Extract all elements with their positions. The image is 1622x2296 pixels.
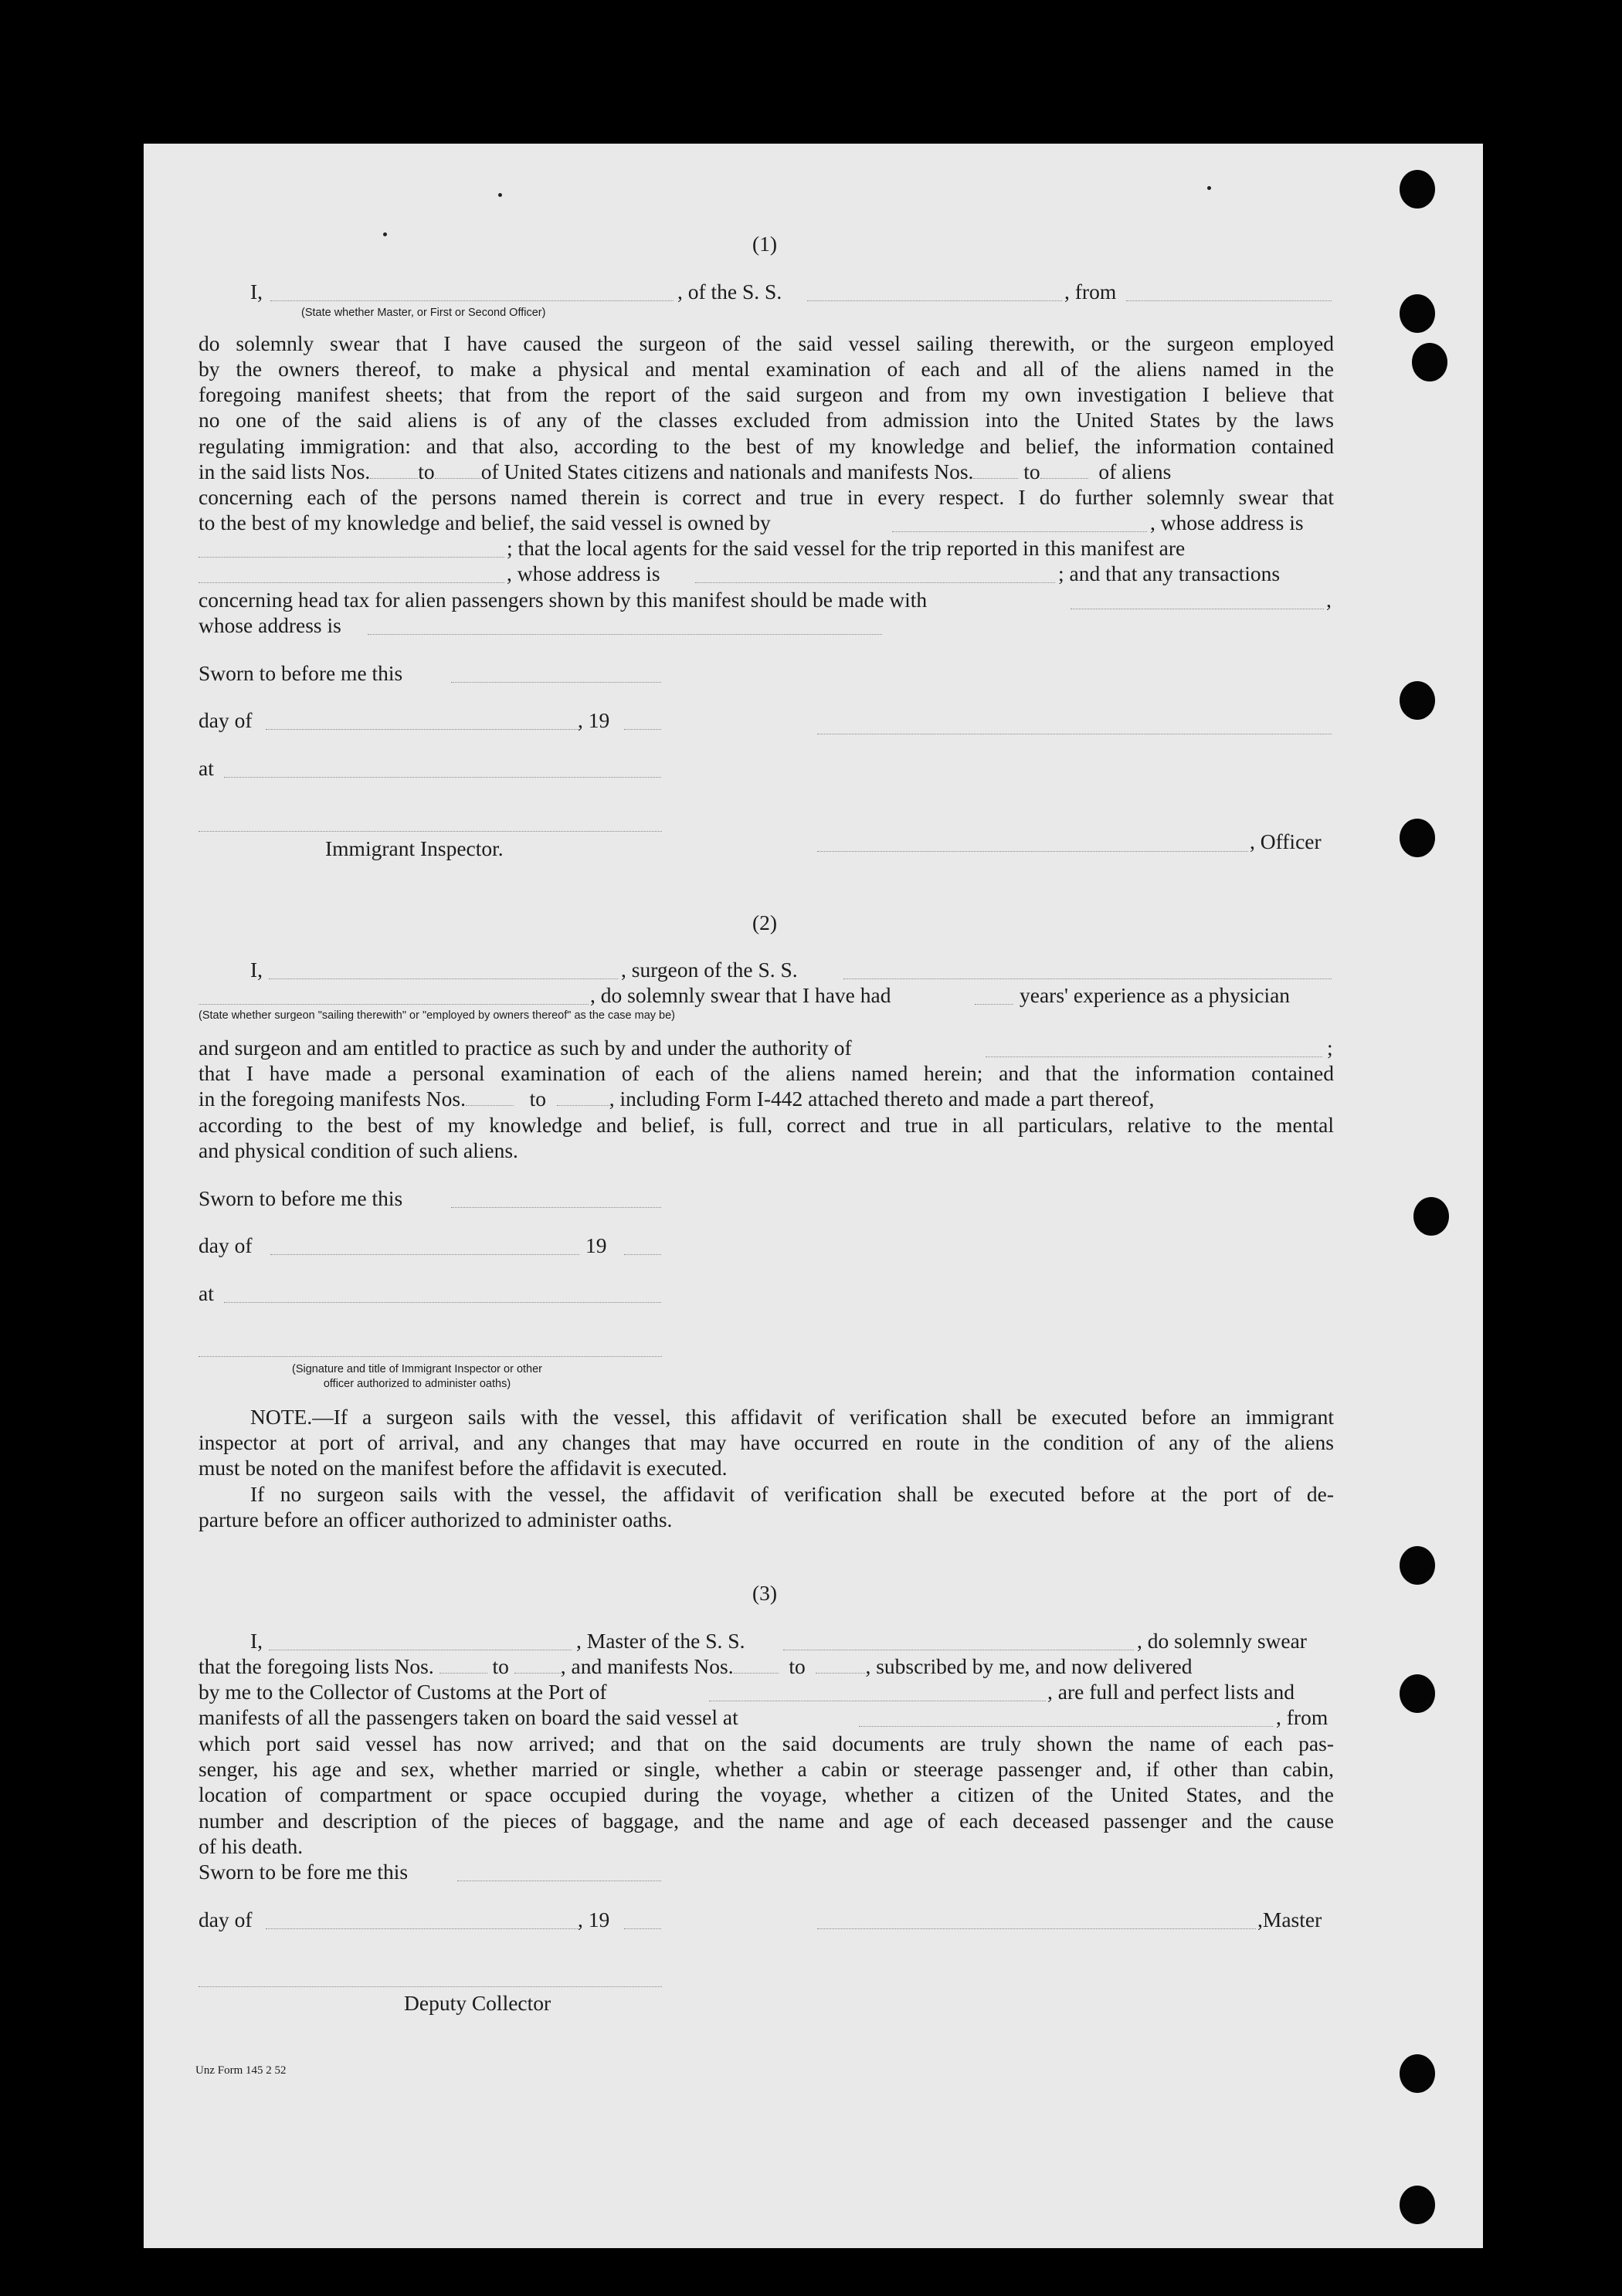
binder-hole xyxy=(1400,294,1435,333)
text-line: location of compartment or space occupied during the voyage, whether a citizen of the United States, and the xyxy=(199,1782,1334,1806)
note-line: NOTE.—If a surgeon sails with the vessel, this affidavit of verification shall be executed before an immigrant xyxy=(250,1405,1334,1429)
caption: (State whether Master, or First or Second Officer) xyxy=(301,307,546,319)
speck xyxy=(498,193,502,197)
binder-hole xyxy=(1400,681,1435,720)
section-number: (1) xyxy=(752,232,778,256)
blank-field[interactable] xyxy=(624,1254,661,1255)
signature-line[interactable] xyxy=(817,851,1248,852)
binder-hole xyxy=(1400,1546,1435,1585)
blank-field[interactable] xyxy=(266,729,579,730)
binder-hole xyxy=(1400,2186,1435,2224)
blank-field[interactable] xyxy=(451,682,661,683)
blank-field[interactable] xyxy=(1040,461,1088,479)
text-line: and physical condition of such aliens. xyxy=(199,1138,518,1162)
text-line: number and description of the pieces of baggage, and the name and age of each deceased passenger and the cause xyxy=(199,1809,1334,1833)
text-line: whose address is xyxy=(199,613,341,637)
blank-field[interactable] xyxy=(695,582,1055,583)
blank-field[interactable] xyxy=(859,1726,1273,1727)
binder-hole xyxy=(1400,1674,1435,1713)
text-line: regulating immigration: and that also, according to the best of my knowledge and belief, the information contained xyxy=(199,434,1334,458)
text-line: do solemnly swear that I have caused the surgeon of the said vessel sailing therewith, or the surgeon employed xyxy=(199,331,1334,355)
text: in the said lists Nos. xyxy=(199,460,371,483)
text-line: ; xyxy=(1327,1036,1333,1060)
text-line: Sworn to before me this xyxy=(199,1186,403,1210)
blank-field[interactable] xyxy=(1126,300,1332,301)
section-number: (2) xyxy=(752,911,778,934)
blank-field[interactable] xyxy=(435,461,481,479)
text-line: day of xyxy=(199,708,253,732)
blank-field[interactable] xyxy=(451,1207,661,1208)
text-line: I, xyxy=(250,1629,263,1653)
signature-line[interactable] xyxy=(199,1356,662,1357)
text-line: at xyxy=(199,756,214,780)
text-line: , from xyxy=(1276,1705,1328,1729)
blank-field[interactable] xyxy=(843,978,1332,979)
form-number: Unz Form 145 2 52 xyxy=(195,2064,287,2077)
text-line: , are full and perfect lists and xyxy=(1047,1680,1295,1704)
binder-hole xyxy=(1412,343,1447,382)
text-line: foregoing manifest sheets; that from the report of the said surgeon and from my own investigation I believe that xyxy=(199,382,1334,406)
blank-field[interactable] xyxy=(514,1656,561,1674)
text: , and manifests Nos. xyxy=(560,1654,734,1678)
text-line: ; that the local agents for the said vessel for the trip reported in this manifest are xyxy=(507,536,1186,560)
blank-field[interactable] xyxy=(557,1088,609,1106)
text: to xyxy=(1023,460,1040,483)
binder-hole xyxy=(1400,819,1435,857)
text: to xyxy=(492,1654,509,1678)
blank-field[interactable] xyxy=(199,582,504,583)
text-line: years' experience as a physician xyxy=(1020,983,1291,1007)
caption: officer authorized to administer oaths) xyxy=(323,1378,511,1390)
text: , subscribed by me, and now delivered xyxy=(865,1654,1193,1678)
text-line: I, xyxy=(250,958,263,982)
text-line: , of the S. S. xyxy=(677,280,782,304)
caption: (Signature and title of Immigrant Inspector or other xyxy=(292,1363,542,1375)
text-line: of his death. xyxy=(199,1834,304,1858)
signature-line[interactable] xyxy=(817,1928,1256,1929)
text-line: , from xyxy=(1064,280,1117,304)
blank-field[interactable] xyxy=(807,300,1062,301)
blank-field[interactable] xyxy=(624,1928,661,1929)
text: of aliens xyxy=(1098,460,1172,483)
text-line: day of xyxy=(199,1233,253,1257)
text-line: according to the best of my knowledge and belief, is full, correct and true in all particulars, relative to the mental xyxy=(199,1113,1334,1137)
blank-field[interactable] xyxy=(973,461,1018,479)
blank-field[interactable] xyxy=(986,1056,1322,1057)
speck xyxy=(383,232,387,236)
blank-field[interactable] xyxy=(199,1004,589,1005)
blank-field[interactable] xyxy=(816,1656,865,1674)
text-line: by me to the Collector of Customs at the Port of xyxy=(199,1680,607,1704)
text-line: , whose address is xyxy=(1150,510,1304,534)
text-line: , 19 xyxy=(578,1908,610,1931)
binder-hole xyxy=(1413,1197,1449,1236)
text-line: concerning each of the persons named therein is correct and true in every respect. I do further solemnly swear that xyxy=(199,485,1334,509)
text-line: no one of the said aliens is of any of the classes excluded from admission into the United States by the laws xyxy=(199,408,1334,432)
text-line: , xyxy=(1326,588,1332,612)
text-line: Sworn to be fore me this xyxy=(199,1860,409,1884)
blank-field[interactable] xyxy=(734,1656,779,1674)
signature-line[interactable] xyxy=(199,831,662,832)
text-line: , do solemnly swear that I have had xyxy=(590,983,891,1007)
blank-field[interactable] xyxy=(199,557,504,558)
blank-field[interactable] xyxy=(224,1302,661,1303)
text-line xyxy=(199,1653,1334,1679)
text-line: and surgeon and am entitled to practice as such by and under the authority of xyxy=(199,1036,852,1060)
text-line xyxy=(199,1086,1334,1111)
blank-field[interactable] xyxy=(270,1254,579,1255)
blank-field[interactable] xyxy=(892,531,1147,532)
binder-hole xyxy=(1400,170,1435,209)
note-line: must be noted on the manifest before the affidavit is executed. xyxy=(199,1456,728,1480)
text-line: 19 xyxy=(585,1233,607,1257)
text-line: which port said vessel has now arrived; and that on the said documents are truly shown the name of each pas- xyxy=(199,1731,1334,1755)
text-line: ; and that any transactions xyxy=(1058,561,1281,585)
blank-field[interactable] xyxy=(266,1928,579,1929)
text-line: , do solemnly swear xyxy=(1137,1629,1307,1653)
text-line: that I have made a personal examination of each of the aliens named herein; and that the information contained xyxy=(199,1061,1334,1085)
note-line: If no surgeon sails with the vessel, the affidavit of verification shall be executed before at the port of de- xyxy=(250,1482,1334,1506)
note-line: parture before an officer authorized to administer oaths. xyxy=(199,1507,673,1531)
text: to xyxy=(418,460,435,483)
text-line: to the best of my knowledge and belief, the said vessel is owned by xyxy=(199,510,771,534)
text-line: day of xyxy=(199,1908,253,1931)
caption: (State whether surgeon "sailing therewith" or "employed by owners thereof" as the case may be) xyxy=(199,1009,676,1022)
text: to xyxy=(529,1087,546,1111)
text: to xyxy=(789,1654,806,1678)
text: that the foregoing lists Nos. xyxy=(199,1654,434,1678)
text-line: I, xyxy=(250,280,263,304)
blank-field[interactable] xyxy=(368,634,882,635)
text-line: , Master of the S. S. xyxy=(576,1629,745,1653)
text-line: at xyxy=(199,1281,214,1305)
text: of United States citizens and nationals and manifests Nos. xyxy=(480,460,974,483)
text-line: by the owners thereof, to make a physical and mental examination of each and all of the aliens named in the xyxy=(199,357,1334,381)
blank-field[interactable] xyxy=(270,300,674,301)
text-line: Deputy Collector xyxy=(404,1991,551,2015)
signature-line[interactable] xyxy=(199,1986,662,1987)
text-line: , surgeon of the S. S. xyxy=(621,958,798,982)
blank-field[interactable] xyxy=(466,1088,514,1106)
speck xyxy=(1207,186,1211,190)
text-line: concerning head tax for alien passengers shown by this manifest should be made with xyxy=(199,588,928,612)
blank-field[interactable] xyxy=(975,1004,1013,1005)
text-line: Immigrant Inspector. xyxy=(325,836,504,860)
text-line: , 19 xyxy=(578,708,610,732)
binder-hole xyxy=(1400,2054,1435,2093)
text-line xyxy=(199,459,1171,484)
text-line: senger, his age and sex, whether married or single, whether a cabin or steerage passenger and, if other than cabin, xyxy=(199,1757,1334,1781)
section-number: (3) xyxy=(752,1581,778,1605)
text-line: ,Master xyxy=(1257,1908,1322,1931)
blank-field[interactable] xyxy=(269,978,618,979)
text: , including Form I-442 attached thereto and made a part thereof, xyxy=(609,1087,1155,1111)
blank-field[interactable] xyxy=(370,461,418,479)
note-line: inspector at port of arrival, and any changes that may have occurred en route in the condition of any of the aliens xyxy=(199,1430,1334,1454)
text-line: , whose address is xyxy=(507,561,660,585)
blank-field[interactable] xyxy=(624,729,661,730)
blank-field[interactable] xyxy=(224,777,661,778)
blank-field[interactable] xyxy=(439,1656,487,1674)
text: in the foregoing manifests Nos. xyxy=(199,1087,466,1111)
text-line: manifests of all the passengers taken on board the said vessel at xyxy=(199,1705,738,1729)
text-line: Sworn to before me this xyxy=(199,661,403,685)
text-line: , Officer xyxy=(1250,829,1322,853)
